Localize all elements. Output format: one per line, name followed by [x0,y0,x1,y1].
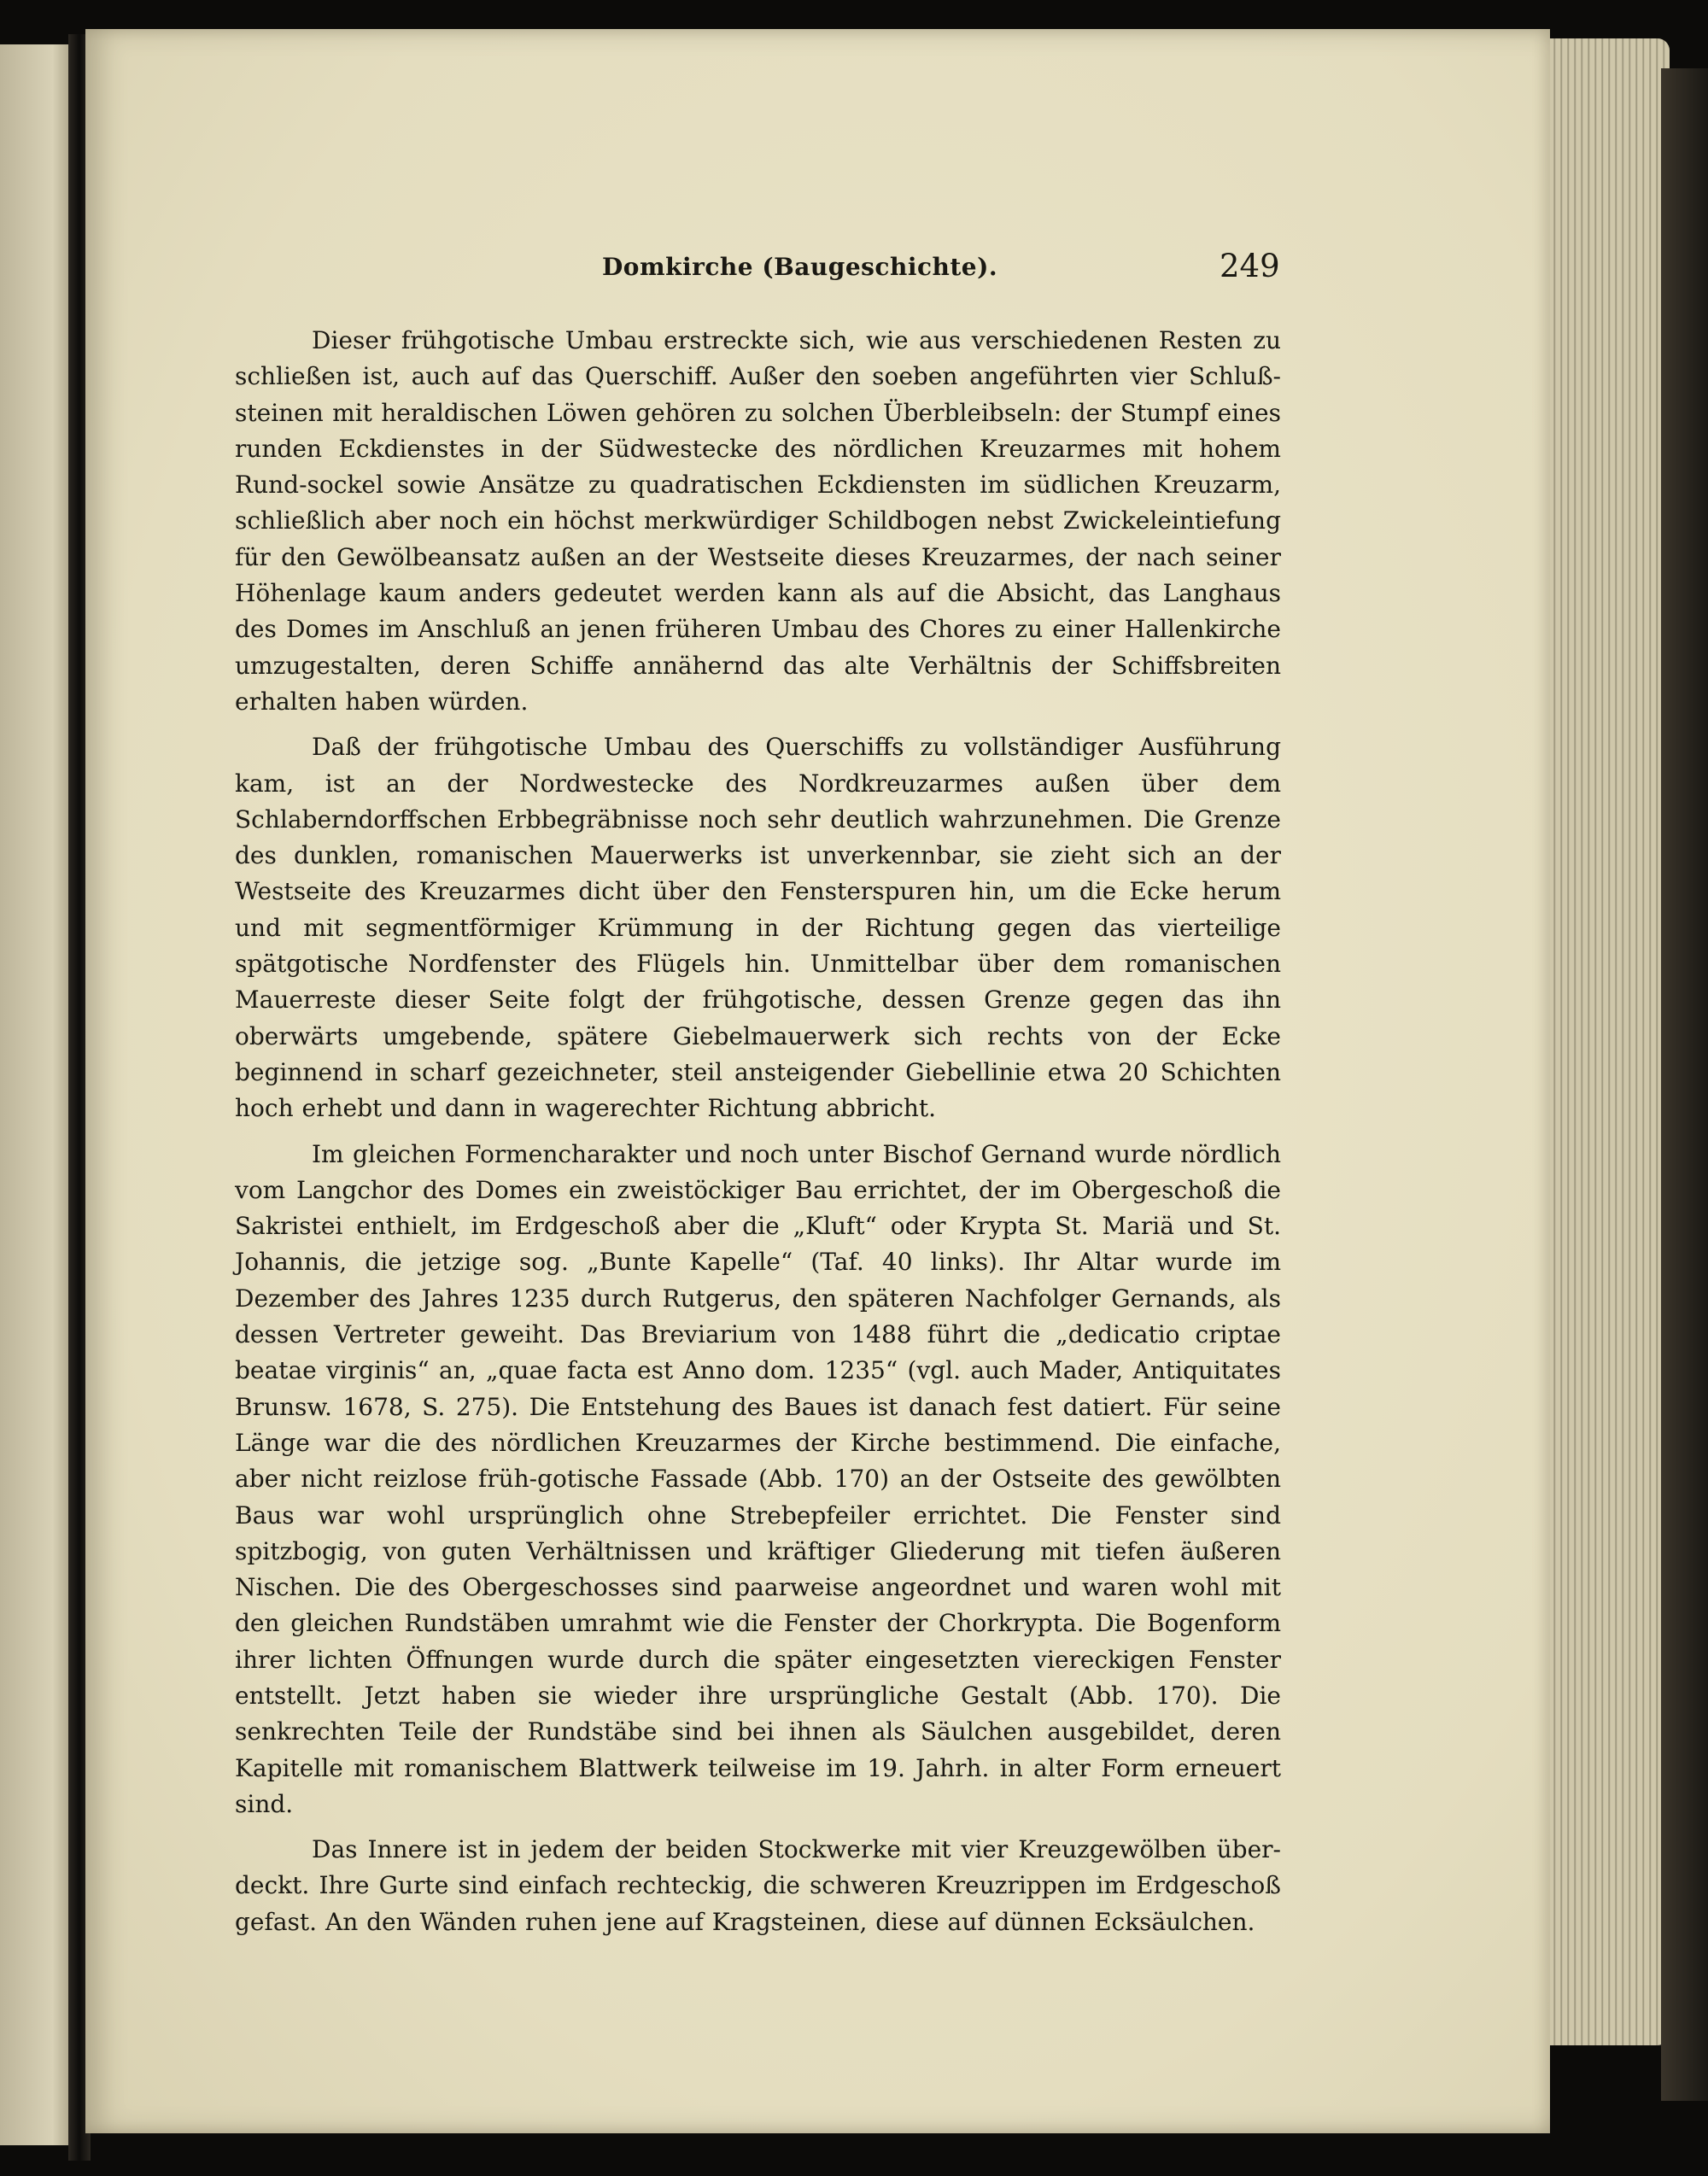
paragraph: Das Innere ist in jedem der beiden Stockwerke mit vier Kreuzgewölben über-deckt. Ihre Gurte sind einfach rechteckig, die schweren Kreuzrippen im Erdgeschoß gefast. An den Wänden ruhen jene auf Kragsteinen, diese auf dünnen Ecksäulchen. [235,1835,1281,1936]
paragraph: Dieser frühgotische Umbau erstreckte sich, wie aus verschiedenen Resten zu schließen ist, auch auf das Querschiff. Außer den soeben angeführten vier Schluß-steinen mit heraldischen Löwen gehören zu solchen Überbleibseln: der Stumpf eines runden Eckdienstes in der Südwestecke des nördlichen Kreuzarmes mit hohem Rund-sockel sowie Ansätze zu quadratischen Eckdiensten im südlichen Kreuzarm, schließlich aber noch ein höchst merkwürdiger Schildbogen nebst Zwickeleintiefung für den Gewölbeansatz außen an der Westseite dieses Kreuzarmes, der nach seiner Höhenlage kaum anders gedeutet werden kann als auf die Absicht, das Langhaus des Domes im Anschluß an jenen früheren Umbau des Chores zu einer Hallenkirche umzugestalten, deren Schiffe annähernd das alte Verhältnis der Schiffsbreiten erhalten haben würden. [235,326,1281,716]
page-number: 249 [1220,248,1280,284]
book-cover-edge [1661,68,1708,2101]
paragraph: Daß der frühgotische Umbau des Querschiffs zu vollständiger Ausführung kam, ist an der Nordwestecke des Nordkreuzarmes außen über dem Schlaberndorffschen Erbbegräbnisse noch sehr deutlich wahrzunehmen. Die Grenze des dunklen, romanischen Mauerwerks ist unverkennbar, sie zieht sich an der Westseite des Kreuzarmes dicht über den Fensterspuren hin, um die Ecke herum und mit segmentförmiger Krümmung in der Richtung gegen das vierteilige spätgotische Nordfenster des Flügels hin. Unmittelbar über dem romanischen Mauerreste dieser Seite folgt der frühgotische, dessen Grenze gegen das ihn oberwärts umgebende, spätere Giebelmauerwerk sich rechts von der Ecke beginnend in scharf gezeichneter, steil ansteigender Giebellinie etwa 20 Schichten hoch erhebt und dann in wagerechter Richtung abbricht. [235,733,1281,1123]
running-head: Domkirche (Baugeschichte). [602,253,998,281]
facing-page-edge [0,44,75,2145]
body-text [235,323,1281,1950]
paragraph: Im gleichen Formencharakter und noch unter Bischof Gernand wurde nördlich vom Langchor des Domes ein zweistöckiger Bau errichtet, der im Obergeschoß die Sakristei enthielt, im Erdgeschoß aber die „Kluft“ oder Krypta St. Mariä und St. Johannis, die jetzige sog. „Bunte Kapelle“ (Taf. 40 links). Ihr Altar wurde im Dezember des Jahres 1235 durch Rutgerus, den späteren Nachfolger Gernands, als dessen Vertreter geweiht. Das Breviarium von 1488 führt die „dedicatio criptae beatae virginis“ an, „quae facta est Anno dom. 1235“ (vgl. auch Mader, Antiquitates Brunsw. 1678, S. 275). Die Entstehung des Baues ist danach fest datiert. Für seine Länge war die des nördlichen Kreuzarmes der Kirche bestimmend. Die einfache, aber nicht reizlose früh-gotische Fassade (Abb. 170) an der Ostseite des gewölbten Baus war wohl ursprünglich ohne Strebepfeiler errichtet. Die Fenster sind spitzbogig, von guten Verhältnissen und kräftiger Gliederung mit tiefen äußeren Nischen. Die des Obergeschosses sind paarweise angeordnet und waren wohl mit den gleichen Rundstäben umrahmt wie die Fenster der Chorkrypta. Die Bogenform ihrer lichten Öffnungen wurde durch die später eingesetzten viereckigen Fenster entstellt. Jetzt haben sie wieder ihre ursprüngliche Gestalt (Abb. 170). Die senkrechten Teile der Rundstäbe sind bei ihnen als Säulchen ausgebildet, deren Kapitelle mit romanischem Blattwerk teilweise im 19. Jahrh. in alter Form erneuert sind. [235,1139,1281,1818]
